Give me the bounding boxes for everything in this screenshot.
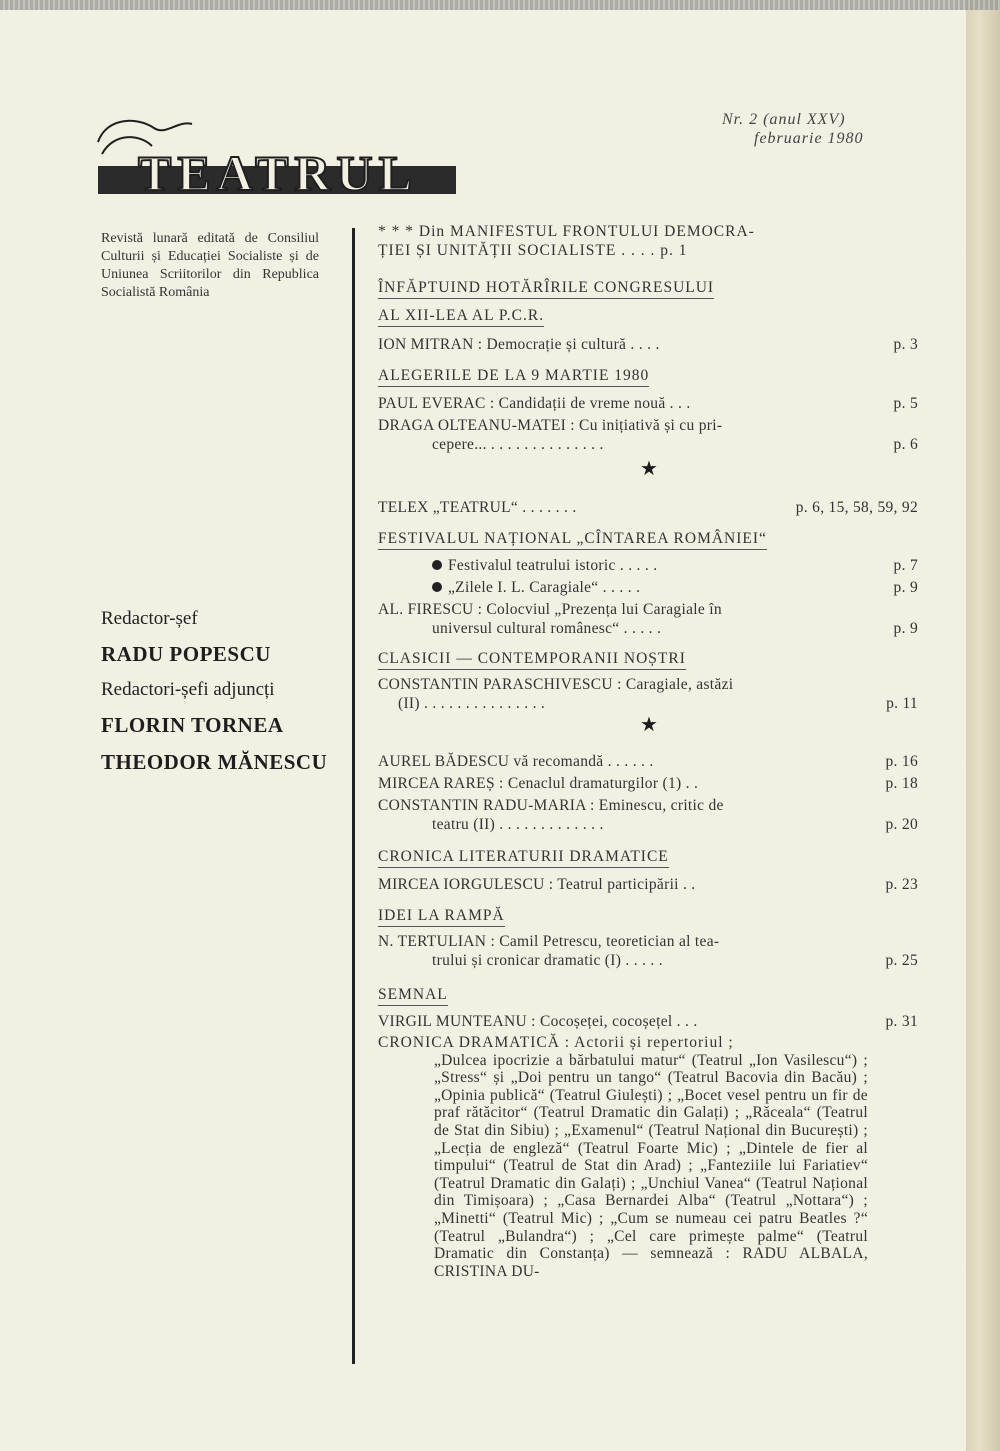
issue-number: Nr. 2 (anul XXV)	[722, 111, 846, 128]
section-heading: SEMNAL	[378, 985, 448, 1006]
top-edge-band	[0, 0, 1000, 10]
toc-entry-cronica[interactable]: CRONICA DRAMATICĂ : Actorii și repertoriul ; „Dulcea ipocrizie a bărbatului matur“ (Teatrul „Ion Vasilescu“) ; „Stress“ și „Doi pentru un tango“ (Teatrul Bacovia din Bacău) ; „Opinia publică“ (Teatrul Giulești) ; „Bocet vesel pentru un fir de praf rătăcitor“ (Teatrul Dramatic din Galați) ; „Răceala“ (Teatrul de Stat din Sibiu) ; „Examenul“ (Teatrul Național din București) ; „Lecția de engleză“ (Teatrul Foarte Mic) ; „Dintele de fier al timpului“ (Teatrul de Stat din Arad) ; „Fanteziile lui Fariatiev“ (Teatrul Dramatic din Galați) ; „Unchiul Vanea“ (Teatrul Național din Timișoara) ; „Casa Bernardei Alba“ (Teatrul „Nottara“) ; „Minetti“ (Teatrul Mic) ; „Cum se numeau cei patru Beatles ?“ (Teatrul „Bulandra“) ; „Cel care primește palme“ (Teatrul Dramatic din Constanța) — semnează : RADU ALBALA, CRISTINA DU-	[378, 1034, 868, 1280]
page-number: p. 7	[893, 557, 918, 574]
page-number: p. 18	[885, 775, 918, 792]
publisher-info: Revistă lunară editată de Consiliul Culturii și Educației Socialiste și de Uniunea Scriitorilor din Republica Socialistă România	[101, 231, 319, 300]
page-number: p. 11	[886, 695, 918, 712]
chief-editor-role: Redactor-șef	[101, 608, 198, 629]
section-heading: CRONICA LITERATURII DRAMATICE	[378, 847, 669, 868]
column-divider	[352, 228, 355, 1364]
toc-entry[interactable]: Festivalul teatrului istoric . . . . . p. 7	[378, 556, 918, 575]
section-heading: CLASICII — CONTEMPORANII NOȘTRI	[378, 649, 686, 670]
page-number: p. 20	[885, 816, 918, 833]
section-heading: AL XII-LEA AL P.C.R.	[378, 306, 544, 327]
chief-editor-name: RADU POPESCU	[101, 642, 271, 666]
section-heading: FESTIVALUL NAȚIONAL „CÎNTAREA ROMÂNIEI“	[378, 529, 767, 550]
deputy-editor-name: FLORIN TORNEA	[101, 713, 284, 737]
issue-date: februarie 1980	[754, 130, 864, 147]
page-number: p. 25	[885, 952, 918, 969]
section-heading: ALEGERILE DE LA 9 MARTIE 1980	[378, 366, 649, 387]
section-heading: ÎNFĂPTUIND HOTĂRÎRILE CONGRESULUI	[378, 278, 714, 299]
masthead-logo-text: TEATRUL	[137, 145, 419, 198]
page-number: p. 16	[885, 753, 918, 770]
page-spine	[966, 0, 1000, 1451]
toc-entry[interactable]: CONSTANTIN PARASCHIVESCU : Caragiale, astăzi (II) . . . . . . . . . . . . . . . p. 11	[378, 676, 918, 712]
bullet-icon	[432, 560, 442, 570]
toc-entry[interactable]: CONSTANTIN RADU-MARIA : Eminescu, critic de teatru (II) . . . . . . . . . . . . . p. 20	[378, 797, 918, 833]
page-number: p. 5	[893, 395, 918, 412]
issue-info	[722, 110, 922, 148]
star-separator: ★	[640, 458, 659, 480]
page-number: p. 9	[893, 579, 918, 596]
page-number: p. 23	[885, 876, 918, 893]
page-number: p. 9	[893, 620, 918, 637]
toc-entry[interactable]: ION MITRAN : Democrație și cultură . . . . p. 3	[378, 336, 918, 353]
star-separator: ★	[640, 714, 659, 736]
toc-entry[interactable]: MIRCEA IORGULESCU : Teatrul participării . . p. 23	[378, 876, 918, 893]
toc-entry[interactable]: N. TERTULIAN : Camil Petrescu, teoretician al tea- trului și cronicar dramatic (I) . . . . . p. 25	[378, 933, 918, 969]
deputy-editor-name: THEODOR MĂNESCU	[101, 750, 328, 774]
editorial-staff	[101, 608, 341, 787]
toc-entry[interactable]: MIRCEA RAREȘ : Cenaclul dramaturgilor (1) . . p. 18	[378, 775, 918, 792]
masthead-logo	[96, 112, 458, 198]
toc-entry[interactable]: VIRGIL MUNTEANU : Cocoșeței, cocoșețel . . . p. 31	[378, 1013, 918, 1030]
toc-entry[interactable]: TELEX „TEATRUL“ . . . . . . . p. 6, 15, 58, 59, 92	[378, 499, 918, 516]
page-number: p. 3	[893, 336, 918, 353]
toc-entry[interactable]: PAUL EVERAC : Candidații de vreme nouă . . . p. 5	[378, 395, 918, 412]
page-number: p. 6, 15, 58, 59, 92	[795, 499, 918, 516]
toc-entry[interactable]: „Zilele I. L. Caragiale“ . . . . . p. 9	[378, 578, 918, 597]
toc-entry-manifest[interactable]: * * * Din MANIFESTUL FRONTULUI DEMOCRA- ȚIEI ȘI UNITĂȚII SOCIALISTE . . . . p. 1	[378, 223, 755, 259]
section-heading: IDEI LA RAMPĂ	[378, 906, 505, 927]
toc-entry[interactable]: AUREL BĂDESCU vă recomandă . . . . . . p. 16	[378, 753, 918, 770]
cronica-body: „Dulcea ipocrizie a bărbatului matur“ (Teatrul „Ion Vasilescu“) ; „Stress“ și „Doi pentru un tango“ (Teatrul Bacovia din Bacău) ; „Opinia publică“ (Teatrul Giulești) ; „Bocet vesel pentru un fir de praf rătăcitor“ (Teatrul Dramatic din Galați) ; „Răceala“ (Teatrul de Stat din Sibiu) ; „Examenul“ (Teatrul Național din București) ; „Lecția de engleză“ (Teatrul Foarte Mic) ; „Dintele de fier al timpului“ (Teatrul de Stat din Arad) ; „Fanteziile lui Fariatiev“ (Teatrul Dramatic din Galați) ; „Unchiul Vanea“ (Teatrul Național din Timișoara) ; „Casa Bernardei Alba“ (Teatrul „Nottara“) ; „Minetti“ (Teatrul Mic) ; „Cum se numeau cei patru Beatles ?“ (Teatrul „Bulandra“) ; „Cel care primește palme“ (Teatrul Dramatic din Constanța) — semnează : RADU ALBALA, CRISTINA DU-	[434, 1051, 868, 1280]
page-number: p. 31	[885, 1013, 918, 1030]
bullet-icon	[432, 582, 442, 592]
deputy-editors-role: Redactori-șefi adjuncți	[101, 679, 275, 700]
toc-entry[interactable]: DRAGA OLTEANU-MATEI : Cu inițiativă și cu pri- cepere... . . . . . . . . . . . . . . p. 6	[378, 417, 918, 453]
toc-entry[interactable]: AL. FIRESCU : Colocviul „Prezența lui Caragiale în universul cultural românesc“ . . . . . p. 9	[378, 601, 918, 637]
page-number: p. 6	[893, 436, 918, 453]
